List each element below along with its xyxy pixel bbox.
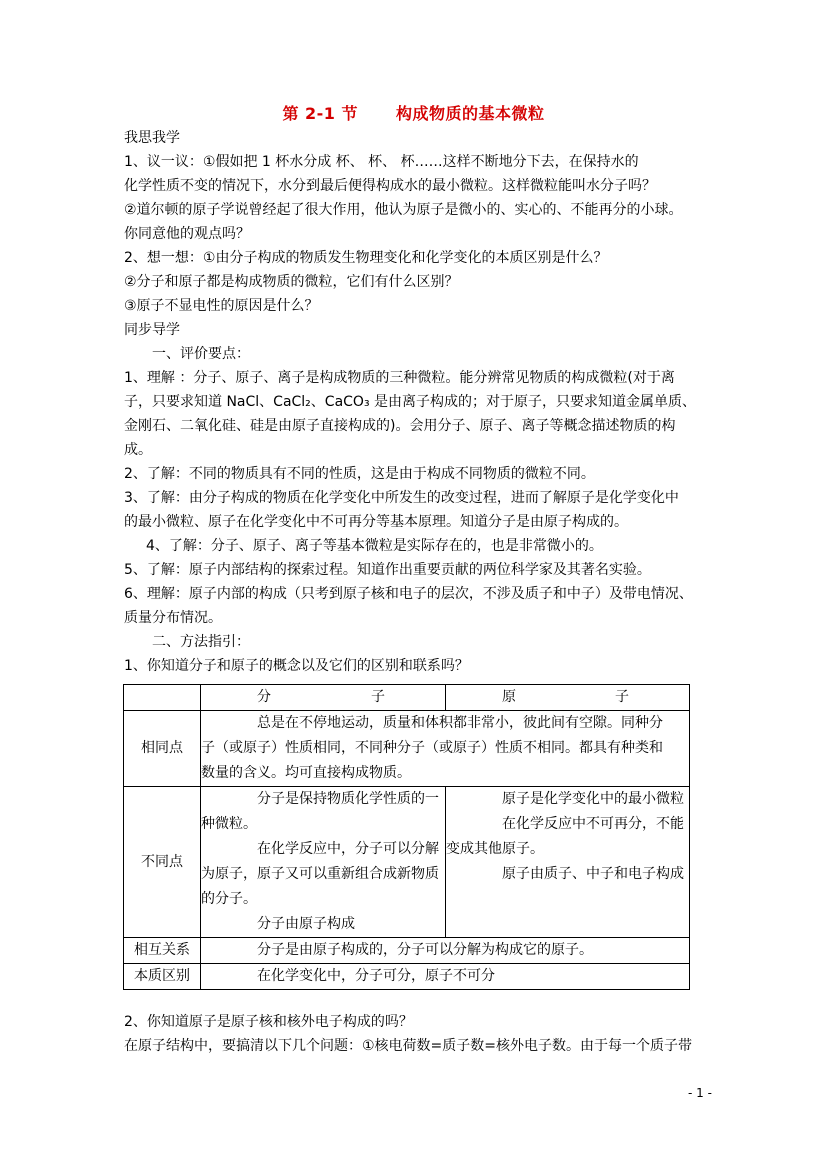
paragraph-line: 化学性质不变的情况下，水分到最后便得构成水的最小微粒。这样微粒能叫水分子吗？	[124, 178, 656, 194]
paragraph-line: 1、理解 ：分子、原子、离子是构成物质的三种微粒。能分辨常见物质的构成微粒(对于离	[124, 370, 675, 386]
same-points-cell: 总是在不停地运动，质量和体积都非常小，彼此间有空隙。同种分 子（或原子）性质相同，不同种分子（或原子）性质不相同。都具有种类和 数量的含义。均可直接构成物质。	[201, 711, 690, 787]
paragraph-line: 子，只要求知道 NaCl、CaCl₂、CaCO₃ 是由离子构成的；对于原子，只要求知道金属单质、	[124, 394, 697, 410]
paragraph-line: 1、议一议：①假如把 1 杯水分成 杯、 杯、 杯……这样不断地分下去，在保持水的	[124, 154, 639, 170]
diff-molecule-cell: 分子是保持物质化学性质的一 种微粒。 在化学反应中，分子可以分解 为原子，原子又可以重新组合成新物质 的分子。 分子由原子构成	[201, 787, 446, 938]
paragraph-line: 1、你知道分子和原子的概念以及它们的区别和联系吗？	[124, 658, 469, 674]
title-section-number: 第 2-1 节	[282, 104, 359, 123]
paragraph-line: 在原子结构中，要搞清以下几个问题：①核电荷数=质子数=核外电子数。由于每一个质子带	[124, 1038, 693, 1054]
table-row-same	[124, 711, 690, 787]
paragraph-line: 你同意他的观点吗？	[124, 226, 250, 242]
table-header-row	[124, 685, 690, 711]
paragraph-line: 金刚石、二氧化硅、硅是由原子直接构成的)。会用分子、原子、离子等概念描述物质的构	[124, 418, 676, 434]
row-label-diff: 不同点	[124, 787, 201, 938]
section-heading: 二、方法指引：	[152, 634, 250, 650]
section-heading: 一、评价要点：	[152, 346, 250, 362]
paragraph-line: 的最小微粒、原子在化学变化中不可再分等基本原理。知道分子是由原子构成的。	[124, 514, 628, 530]
table-row-diff	[124, 787, 690, 938]
row-label-relation: 相互关系	[124, 938, 201, 964]
page-title	[0, 101, 827, 124]
paragraph-line: 成。	[124, 442, 152, 458]
paragraph-line: 2、你知道原子是原子核和核外电子构成的吗？	[124, 1014, 413, 1030]
paragraph-line: 5、了解：原子内部结构的探索过程。知道作出重要贡献的两位科学家及其著名实验。	[124, 562, 651, 578]
table-row-relation	[124, 938, 690, 964]
row-label-same: 相同点	[124, 711, 201, 787]
header-molecule: 分 子	[201, 685, 446, 711]
heading-tong-bu-dao-xue: 同步导学	[124, 322, 180, 338]
diff-atom-cell: 原子是化学变化中的最小微粒 在化学反应中不可再分，不能 变成其他原子。 原子由质子、中子和电子构成	[446, 787, 690, 938]
relation-cell: 分子是由原子构成的，分子可以分解为构成它的原子。	[201, 938, 690, 964]
paragraph-line: 2、想一想：①由分子构成的物质发生物理变化和化学变化的本质区别是什么？	[124, 250, 608, 266]
page-number: - 1 -	[688, 1086, 712, 1100]
essence-cell: 在化学变化中，分子可分，原子不可分	[201, 964, 690, 990]
paragraph-line: ②道尔顿的原子学说曾经起了很大作用，他认为原子是微小的、实心的、不能再分的小球。	[124, 202, 683, 218]
row-label-essence: 本质区别	[124, 964, 201, 990]
heading-wo-si-wo-xue: 我思我学	[124, 130, 180, 146]
table-corner-cell	[124, 685, 201, 711]
paragraph-line: 6、理解：原子内部的构成（只考到原子核和电子的层次，不涉及质子和中子）及带电情况、	[124, 586, 693, 602]
header-atom: 原 子	[446, 685, 690, 711]
paragraph-line: ③原子不显电性的原因是什么？	[124, 298, 319, 314]
title-topic: 构成物质的基本微粒	[396, 104, 545, 123]
table-row-essence	[124, 964, 690, 990]
comparison-table	[123, 684, 690, 990]
paragraph-line: 质量分布情况。	[124, 610, 222, 626]
paragraph-line: 4、了解：分子、原子、离子等基本微粒是实际存在的，也是非常微小的。	[146, 538, 603, 554]
paragraph-line: ②分子和原子都是构成物质的微粒，它们有什么区别？	[124, 274, 459, 290]
paragraph-line: 2、了解：不同的物质具有不同的性质，这是由于构成不同物质的微粒不同。	[124, 466, 595, 482]
paragraph-line: 3、了解：由分子构成的物质在化学变化中所发生的改变过程，进而了解原子是化学变化中	[124, 490, 679, 506]
